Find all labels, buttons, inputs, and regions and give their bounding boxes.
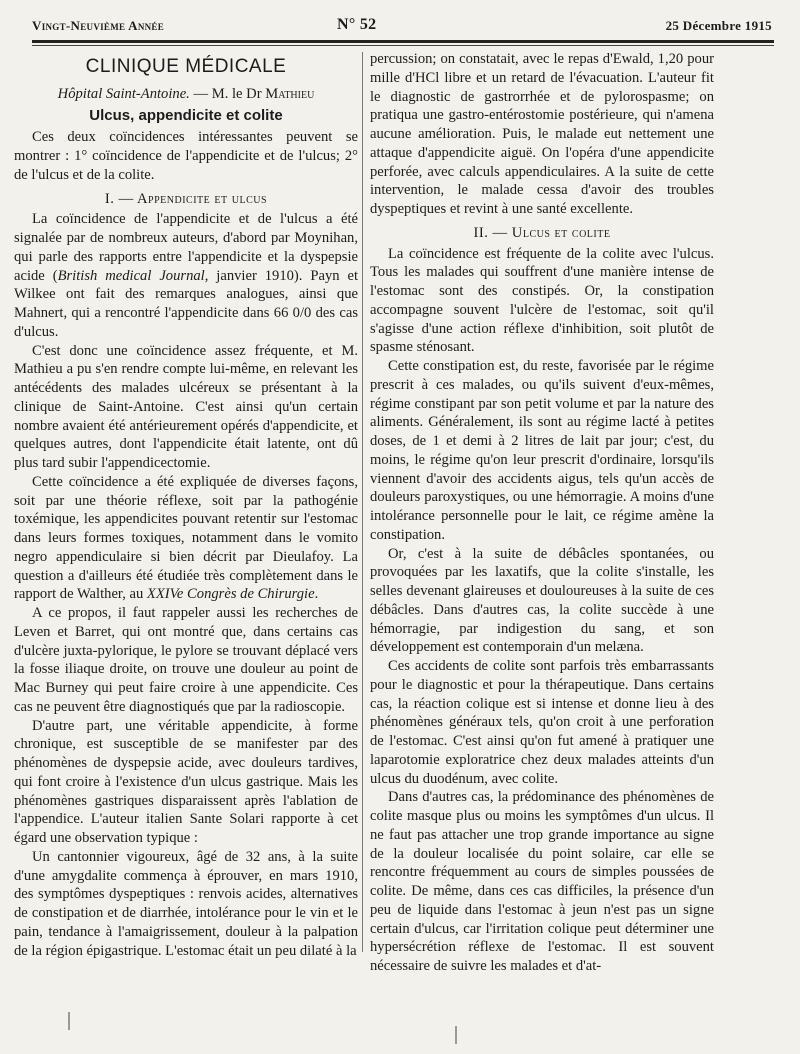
right-column xyxy=(370,50,714,976)
byline-separator: — M. le Dr xyxy=(189,85,266,102)
running-header xyxy=(32,16,772,38)
paragraph: Ces accidents de colite sont parfois très embarrassants pour le diagnostic et pour la thérapeutique. Dans certains cas, la réaction colique est si intense et donne lieu à des phénomènes généraux tels, qu'on croit à une perforation de l'estomac. C'est ainsi qu'on fut amené à pratiquer une laparotomie exploratrice chez deux malades atteints d'un ulcus du duodénum, avec colite. xyxy=(370,658,714,787)
paragraph: Cette constipation est, du reste, favorisée par le régime prescrit à ces malades, ou qu'ils suivent d'eux-mêmes, régime constipant par son petit volume et par la nature des aliments. Généralement, ils sont au régime lacté à petites doses, de 1 et demi à 2 litres de lait par jour; c'est, du moins, le régime qu'on leur prescrit d'ordinaire, lorsqu'ils viennent d'avoir des accidents aigus, tels qu'un accès de douleurs paroxystiques, ou une hémorragie. A moins d'une intolérance personnelle pour le lait, ce régime amène la constipation. xyxy=(370,358,714,543)
paragraph xyxy=(14,473,358,604)
issue-date: 25 Décembre 1915 xyxy=(665,18,772,33)
congress-title: XXIVe Congrès de Chirurgie xyxy=(146,586,315,603)
paragraph: Un cantonnier vigoureux, âgé de 32 ans, à la suite d'une amygdalite commença à éprouver, en mars 1910, des symptômes dyspeptiques : renvois acides, alternatives de constipation et de diarrhée, intolérance pour le vin et le pain, tendance à l'amaigrissement, douleur à la palpation de la région épigastrique. L'estomac était un peu dilaté à la xyxy=(14,848,358,959)
section-title: CLINIQUE MÉDICALE xyxy=(85,56,287,77)
header-rule xyxy=(32,40,774,43)
paragraph: A ce propos, il faut rappeler aussi les recherches de Leven et Barret, qui ont montré que, dans certains cas d'ulcère juxta-pylorique, le pylore se trouvant déplacé vers la fosse iliaque droite, on trouve une douleur au point de Mac Burney qui peut faire croire à une appendicite. Ces cas ne peuvent être diagnostiqués que par la radioscopie. xyxy=(14,605,358,715)
header-rule-thin xyxy=(32,45,774,46)
paragraph-text: La coïncidence de l'appendicite et de l'ulcus a été signalée par de nombreux auteurs, d'abord par Moynihan, qui parle des rapports entre l'appendicite et la dyspepsie acide ( xyxy=(14,211,358,284)
author-name: Mathieu xyxy=(265,85,315,102)
paragraph-text: janvier 1910). Payn et Wilkee ont fait des remarques analogues, ainsi que Mahnert, qui a rencontré l'appendicite dans 66 0/0 des cas d'ulcus. xyxy=(14,267,358,340)
issue-number: N° 52 xyxy=(337,16,377,33)
paragraph: Dans d'autres cas, la prédominance des phénomènes de colite masque plus ou moins les symptômes d'un ulcus. Il ne faut pas attacher une trop grande importance au signe de la douleur localisée du point solaire, car elle se rencontre fréquemment au cours de simples poussées de colite. De même, dans ces cas difficiles, la présence d'un peu de liquide dans l'estomac à jeun n'est pas un signe certain d'ulcus, car l'irritation colique peut déterminer une hypersécrétion réflexe de l'estomac. Il est souvent nécessaire de suivre les malades et d'at- xyxy=(370,789,714,974)
paragraph-text: . xyxy=(314,586,319,603)
paragraph xyxy=(14,210,358,341)
paragraph: D'autre part, une véritable appendicite, à forme chronique, est susceptible de se manifester par des phénomènes de dyspepsie acide, avec douleurs tardives, qui font croire à l'existence d'un ulcus gastrique. Mais les phénomènes gastriques disparaissent après l'ablation de l'appendice. L'auteur italien Sante Solari rapporte à cet égard une observation typique : xyxy=(14,717,358,846)
hospital-byline xyxy=(14,85,358,104)
column-divider xyxy=(362,52,363,952)
intro-paragraph: Ces deux coïncidences intéressantes peuvent se montrer : 1° coïncidence de l'appendicite et de l'ulcus; 2° de l'ulcus et de la colite. xyxy=(14,129,358,183)
print-mark xyxy=(455,1026,457,1044)
paragraph-text: Cette coïncidence a été expliquée de diverses façons, soit par une théorie réflexe, soit par la pathogénie toxémique, les appendicites pouvant retentir sur l'estomac dans leurs formes toxiques, notamment dans le vomito negro appendiculaire si bien décrit par Dieulafoy. La question a d'ailleurs été étudiée très complètement dans le rapport de Walther, au xyxy=(14,473,358,603)
paragraph: C'est donc une coïncidence assez fréquente, et M. Mathieu a pu s'en rendre compte lui-même, en relevant les antécédents des malades ulcéreux se présentant à la clinique de Saint-Antoine. C'est ainsi qu'un certain nombre avaient été antérieurement opérés d'appendicite, et quelques autres, dont l'appendicite était latente, ont dû plus tard subir l'appendicectomie. xyxy=(14,342,358,471)
paragraph: percussion; on constatait, avec le repas d'Ewald, 1,20 pour mille d'HCl libre et un retard de l'évacuation. L'auteur fit le diagnostic de gastrorrhée et de pylorospasme; on pratiqua une gastro-entérostomie postérieure, qui n'amena aucune amélioration. Puis, le malade eut nettement une attaque d'appendicite aiguë. On l'opéra d'une appendicite perforée, avec calculs appendiculaires. A la suite de cette intervention, le malade cessa d'avoir des troubles dyspeptiques et revint à une santé excellente. xyxy=(370,51,714,217)
paragraph: Or, c'est à la suite de débâcles spontanées, ou provoquées par les laxatifs, que la colite s'installe, les selles devenant glaireuses et douloureuses à la suite de ces débâcles. Dans d'autres cas, la colite succède à une hémorragie, par indigestion du sang, et son développement est contemporain d'un melæna. xyxy=(370,545,714,656)
paragraph: La coïncidence est fréquente de la colite avec l'ulcus. Tous les malades qui souffrent d'une manière intense de l'estomac sont des constipés. Or, la constipation accompagne souvent l'ulcère de l'estomac, soit qu'il s'agisse d'une action réflexe d'inhibition, soit plutôt de spasme sténosant. xyxy=(370,245,714,356)
hospital-name: Hôpital Saint-Antoine. xyxy=(57,85,190,102)
left-column xyxy=(14,50,358,960)
article-title: Ulcus, appendicite et colite xyxy=(89,106,283,124)
subheading-2: II. — Ulcus et colite xyxy=(473,224,611,241)
journal-title: British medical Journal, xyxy=(57,267,209,284)
volume-label: Vingt-Neuvième Année xyxy=(32,18,165,33)
subheading-1: I. — Appendicite et ulcus xyxy=(104,190,268,207)
print-mark xyxy=(68,1012,70,1030)
